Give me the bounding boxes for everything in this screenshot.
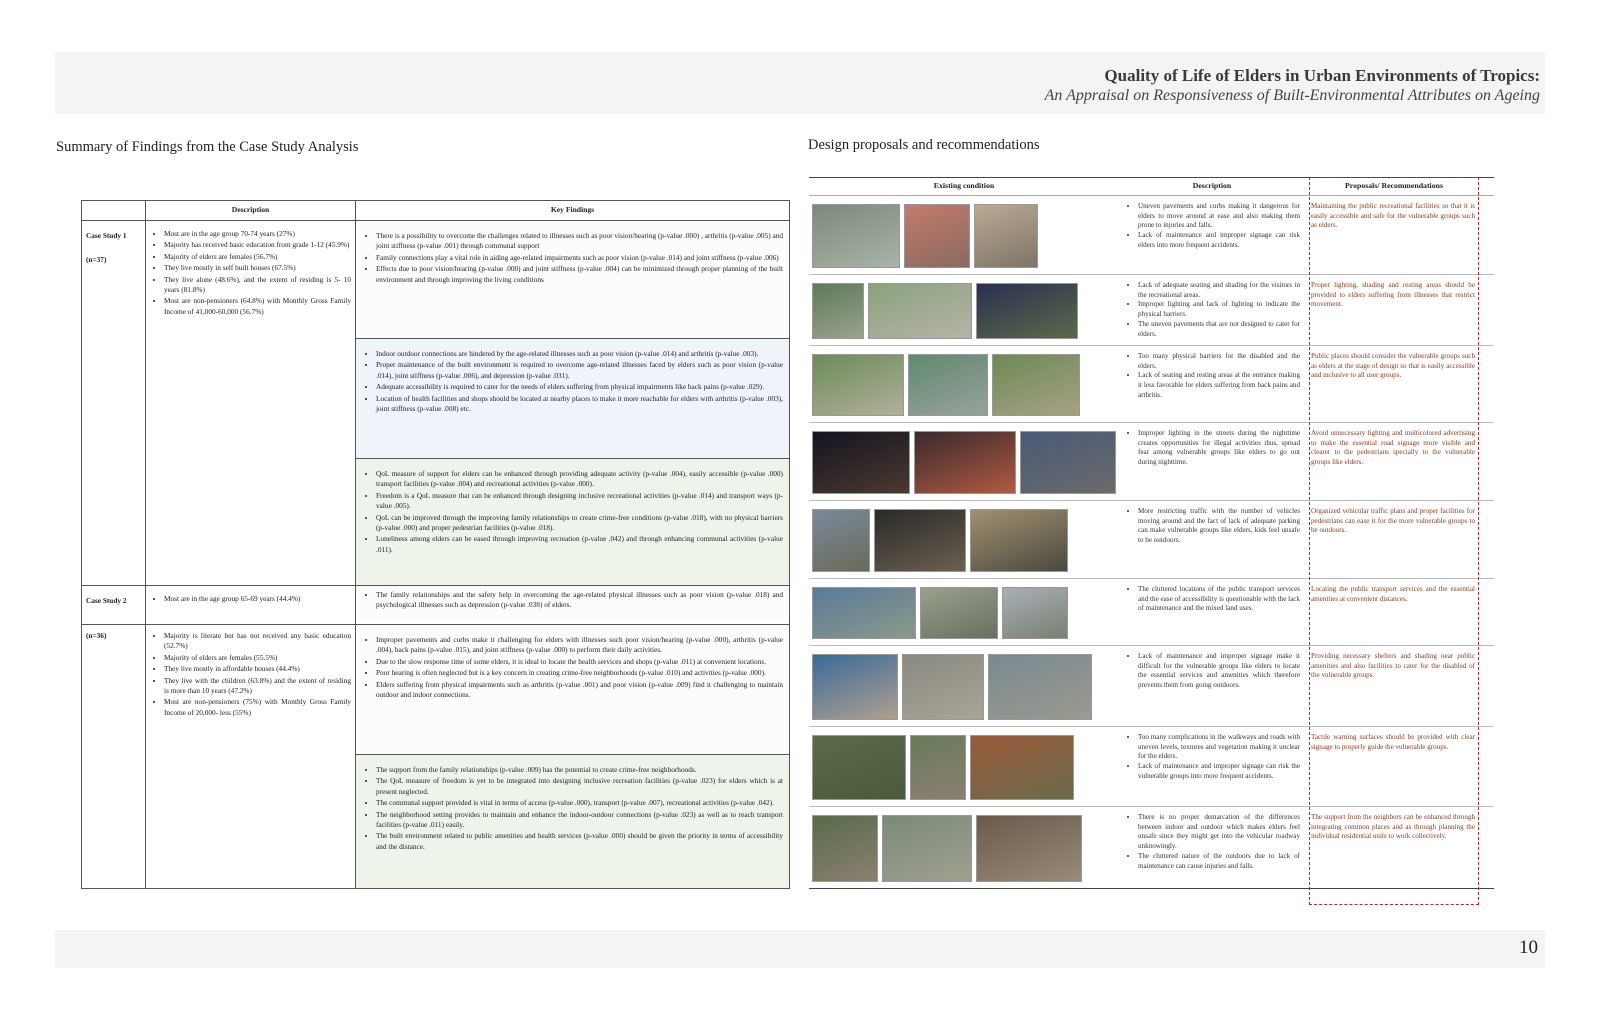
finding-item: • The communal support provided is vital in terms of access (p-value .000), transport (p-value .007), recreational activities (p-value .042). — [376, 798, 783, 808]
proposal-row — [809, 423, 1494, 501]
finding-item: • Poor hearing is often neglected but is a key concern in creating crime-free neighborhoods (p-value .010) and activities (p-value .000). — [376, 668, 783, 678]
site-photo — [988, 654, 1092, 720]
finding-item: • The QoL measure of freedom is yet to be integrated into designing inclusive recreation facilities (p-value .023) for elders which is at present neglected. — [376, 776, 783, 797]
finding-item: • Majority of elders are females (55.5%) — [164, 653, 351, 663]
site-photo — [970, 735, 1074, 800]
site-photo — [812, 354, 904, 416]
condition-description — [1124, 352, 1300, 401]
site-photo — [902, 654, 984, 720]
case-study-2-description — [146, 625, 356, 889]
case-study-1-label: Case Study 1 — [86, 231, 127, 240]
proposal-row — [809, 275, 1494, 346]
finding-item: • Freedom is a QoL measure that can be enhanced through designing inclusive recreational activities (p-value .014) and transport ways (p-value .005). — [376, 491, 783, 512]
header-description: Description — [1192, 181, 1232, 190]
finding-item: • The support from the family relationships (p-value .009) has the potential to create crime-free neighborhoods. — [376, 765, 783, 775]
description-item: • The uneven pavements that are not designed to cater for elders. — [1138, 320, 1300, 339]
case-study-1-n: (n=37) — [86, 255, 107, 265]
proposal-row — [809, 579, 1494, 646]
case-study-2-n: (n=36) — [82, 625, 146, 889]
site-photo — [1020, 431, 1116, 494]
document-header — [1045, 66, 1540, 106]
finding-item: • Majority has received basic education from grade 1-12 (45.9%) — [164, 240, 351, 250]
finding-item: • Most are in the age group 70-74 years (27%) — [164, 229, 351, 239]
finding-item: • Family connections play a vital role in aiding age-related impairments such as poor vision (p-value .014) and joint stiffness (p-value .006) — [376, 253, 783, 263]
recommendation-text: Organized vehicular traffic plans and proper facilities for pedestrians can ease it for the more vulnerable groups to be outdoors. — [1311, 507, 1475, 535]
description-item: • Too many physical barriers for the disabled and the elders. — [1138, 352, 1300, 371]
header-description: Description — [146, 201, 356, 221]
condition-description — [1124, 652, 1300, 691]
page-number: 10 — [1519, 937, 1538, 958]
description-item: • Improper lighting in the streets during the nighttime creates opportunities for illegal activities thus, spread fear among vulnerable groups like elders to go out during nighttime. — [1138, 429, 1300, 468]
finding-item: • Elders suffering from physical impairments such as arthritis (p-value .001) and poor vision (p-value .009) find it challenging to maintain outdoor and indoor connections. — [376, 680, 783, 701]
finding-item: • The neighborhood setting provides to maintain and enhance the indoor-outdoor connections (p-value .023) as well as to reach transport facilities (p-value .011) easily. — [376, 810, 783, 831]
case-study-1-findings — [356, 221, 790, 586]
finding-item: • Majority of elders are females (56.7%) — [164, 252, 351, 262]
proposal-row — [809, 646, 1494, 727]
finding-item: • They live mostly in self built houses (67.5%) — [164, 263, 351, 273]
right-section-heading: Design proposals and recommendations — [808, 137, 1040, 153]
description-item: • Too many complications in the walkways and roads with uneven levels, textures and vegetation making it unclear for the elders. — [1138, 733, 1300, 762]
finding-item: • Loneliness among elders can be eased through improving recreation (p-value .042) and through enhancing communal activities (p-value .011). — [376, 534, 783, 555]
site-photo — [908, 354, 988, 416]
description-item: • Uneven pavements and curbs making it dangerous for elders to move around at ease and also making them prone to injuries and falls. — [1138, 202, 1300, 231]
site-photo — [812, 815, 878, 882]
site-photo — [910, 735, 966, 800]
finding-item: • Proper maintenance of the built environment is required to overcome age-related illnesses faced by elders such as poor vision (p-value .014), joint stiffness (p-value .006), and depression (p-value .031). — [376, 360, 783, 381]
proposal-row — [809, 727, 1494, 807]
footer-band — [55, 930, 1545, 968]
condition-description — [1124, 281, 1300, 339]
site-photo — [992, 354, 1080, 416]
header-key-findings: Key Findings — [356, 201, 790, 221]
condition-description — [1124, 507, 1300, 546]
description-item: • Lack of maintenance and improper signage make it difficult for the vulnerable groups like elders to locate the essential services and amenities which therefore prevents them from going outdoors. — [1138, 652, 1300, 691]
description-item: • Improper lighting and lack of lighting to indicate the physical barriers. — [1138, 300, 1300, 319]
finding-item: • The family relationships and the safety help in overcoming the age-related physical illnesses such as poor vision (p-value .018) and psychological illnesses such as depression (p-value .038) of elders. — [376, 590, 783, 611]
finding-item: • Location of health facilities and shops should be located at nearby places to make it more reachable for elders with arthritis (p-value .003), joint stiffness (p-value .008) etc. — [376, 394, 783, 415]
finding-item: • Due to the slow response time of some elders, it is ideal to locate the health services and shops (p-value .011) at convenient locations. — [376, 657, 783, 667]
recommendation-text: The support from the neighbors can be enhanced through integrating common places and as through planning the individual residential units to work collectively. — [1311, 813, 1475, 841]
proposal-row — [809, 807, 1494, 889]
site-photo — [812, 431, 910, 494]
case-1-findings-a — [356, 221, 789, 338]
finding-item: • There is a possibility to overcome the challenges related to illnesses such as poor vision/hearing (p-value .000) , arthritis (p-value .005) and joint stiffness (p-value .001) through communal support — [376, 231, 783, 252]
findings-header-row — [82, 201, 790, 221]
case-study-2-findings — [356, 625, 790, 889]
left-section-heading: Summary of Findings from the Case Study Analysis — [56, 139, 359, 155]
site-photo — [812, 509, 870, 572]
recommendation-text: Providing necessary shelters and shading near public amenities and also facilities to cater for the disabled of the vulnerable groups. — [1311, 652, 1475, 680]
case-study-1-description — [146, 221, 356, 586]
site-photo — [976, 815, 1082, 882]
finding-item: • Most are non-pensioners (75%) with Monthly Gross Family Income of 20,000- less (55%) — [164, 697, 351, 718]
site-photo — [976, 283, 1078, 339]
document-title: Quality of Life of Elders in Urban Environments of Tropics: — [1104, 66, 1540, 85]
case-study-2-header-row — [82, 586, 790, 625]
finding-item: • They live mostly in affordable houses (44.4%) — [164, 664, 351, 674]
findings-table — [81, 200, 790, 889]
finding-item: • Most are non-pensioners (64.8%) with Monthly Gross Family Income of 41,000-60,000 (56.7%) — [164, 296, 351, 317]
finding-item: • The built environment related to public amenities and health services (p-value .000) should be given the priority in terms of accessibility and the distance. — [376, 831, 783, 852]
site-photo — [1002, 587, 1068, 639]
description-item: • Lack of maintenance and improper signage can risk the vulnerable groups into more frequent accidents. — [1138, 762, 1300, 781]
site-photo — [914, 431, 1016, 494]
finding-item: • Adequate accessibility is required to cater for the needs of elders suffering from physical impairments like back pains (p-value .029). — [376, 382, 783, 392]
description-item: • Lack of adequate seating and shading for the visitors in the recreational areas. — [1138, 281, 1300, 300]
recommendation-text: Tactile warning surfaces should be provided with clear signage to properly guide the vulnerable groups. — [1311, 733, 1475, 751]
site-photo — [904, 204, 970, 268]
site-photo — [812, 654, 898, 720]
document-subtitle: An Appraisal on Responsiveness of Built-Environmental Attributes on Ageing — [1044, 87, 1540, 104]
site-photo — [974, 204, 1038, 268]
description-item: • There is no proper demarcation of the differences between indoor and outdoor which makes elders feel unsafe since they might get into the vehicular roadway unknowingly. — [1138, 813, 1300, 852]
case-study-2-findings-top — [356, 586, 790, 625]
description-item: • Lack of seating and resting areas at the entrance making it less favorable for elders suffering from back pains and arthritis. — [1138, 371, 1300, 400]
site-photo — [874, 509, 966, 572]
case-2-findings-b — [356, 625, 789, 754]
proposals-table — [809, 177, 1494, 889]
recommendation-text: Maintaining the public recreational facilities so that it is easily accessible and safe for the vulnerable groups such as elders. — [1311, 202, 1475, 230]
header-blank — [82, 201, 146, 221]
condition-description — [1124, 585, 1300, 614]
finding-item: • QoL can be improved through the improving family relationships to create crime-free conditions (p-value .018), with no physical barriers (p-value .000) and proper pedestrian facilities (p-value .018). — [376, 513, 783, 534]
recommendation-text: Avoid unnecessary lighting and multicolored advertising to make the essential road signage more visible and clearer to the pedestrians specially to the vulnerable groups like elders. — [1311, 429, 1475, 467]
finding-item: • Effects due to poor vision/hearing (p-value .000) and joint stiffness (p-value .004) can be minimized through proper planning of the built environment and through improving the living conditions — [376, 264, 783, 285]
proposals-header-row — [809, 177, 1494, 196]
case-1-findings-c — [356, 458, 789, 585]
condition-description — [1124, 429, 1300, 468]
finding-item: • QoL measure of support for elders can be enhanced through providing adequate activity (p-value .004), easily accessible (p-value .000) transport facilities (p-value .004) and recreational activities (p-value .000). — [376, 469, 783, 490]
case-study-2-label: Case Study 2 — [82, 586, 146, 625]
site-photo — [812, 204, 900, 268]
finding-item: • They live with the children (63.8%) and the extent of residing is more than 10 years (47.2%) — [164, 676, 351, 697]
recommendation-text: Locating the public transport services and the essential amenities at convenient distances. — [1311, 585, 1475, 603]
header-existing-condition: Existing condition — [933, 181, 995, 190]
finding-item: • Improper pavements and curbs make it challenging for elders with illnesses such poor vision/hearing (p-value .000), arthritis (p-value .004), back pains (p-value .015), and joint stiffness (p-value .000) to perform their daily activities. — [376, 635, 783, 656]
header-proposals: Proposals/ Recommendations — [1345, 181, 1443, 190]
proposal-row — [809, 196, 1494, 275]
case-study-1-label-cell — [82, 221, 146, 586]
case-study-2-description-top — [146, 586, 356, 625]
site-photo — [868, 283, 972, 339]
proposal-row — [809, 346, 1494, 423]
site-photo — [812, 587, 916, 639]
condition-description — [1124, 733, 1300, 782]
description-item: • Lack of maintenance and improper signage can risk elders into more frequent accidents. — [1138, 231, 1300, 250]
case-study-1-row — [82, 221, 790, 586]
condition-description — [1124, 202, 1300, 251]
site-photo — [812, 283, 864, 339]
finding-item: • Indoor outdoor connections are hindered by the age-related illnesses such as poor vision (p-value .014) and arthritis (p-value .003). — [376, 349, 783, 359]
site-photo — [882, 815, 972, 882]
description-item: • More restricting traffic with the number of vehicles moving around and the fact of lack of adequate parking can make vulnerable groups like elders, kids feel unsafe to be outdoors. — [1138, 507, 1300, 546]
condition-description — [1124, 813, 1300, 871]
recommendation-text: Proper lighting, shading and resting areas should be provided to elders suffering from illnesses that restrict movement. — [1311, 281, 1475, 309]
description-item: • The cluttered locations of the public transport services and the ease of accessibility is questionable with the lack of maintenance and the mixed land uses. — [1138, 585, 1300, 614]
case-study-2-row — [82, 625, 790, 889]
site-photo — [812, 735, 906, 800]
recommendation-text: Public places should consider the vulnerable groups such as elders at the stage of design so that is easily accessible and inclusive to all user groups. — [1311, 352, 1475, 380]
site-photo — [970, 509, 1068, 572]
finding-item: • They live alone (48.6%), and the extent of residing is 5- 10 years (81.8%) — [164, 275, 351, 296]
case-2-findings-a — [356, 586, 789, 618]
description-item: • The cluttered nature of the outdoors due to lack of maintenance can cause injuries and falls. — [1138, 852, 1300, 871]
finding-item: • Majority is literate but has not received any basic education (52.7%) — [164, 631, 351, 652]
finding-item: • Most are in the age group 65-69 years (44.4%) — [164, 594, 351, 604]
case-1-findings-b — [356, 338, 789, 458]
site-photo — [920, 587, 998, 639]
proposal-row — [809, 501, 1494, 579]
case-2-findings-c — [356, 754, 789, 888]
